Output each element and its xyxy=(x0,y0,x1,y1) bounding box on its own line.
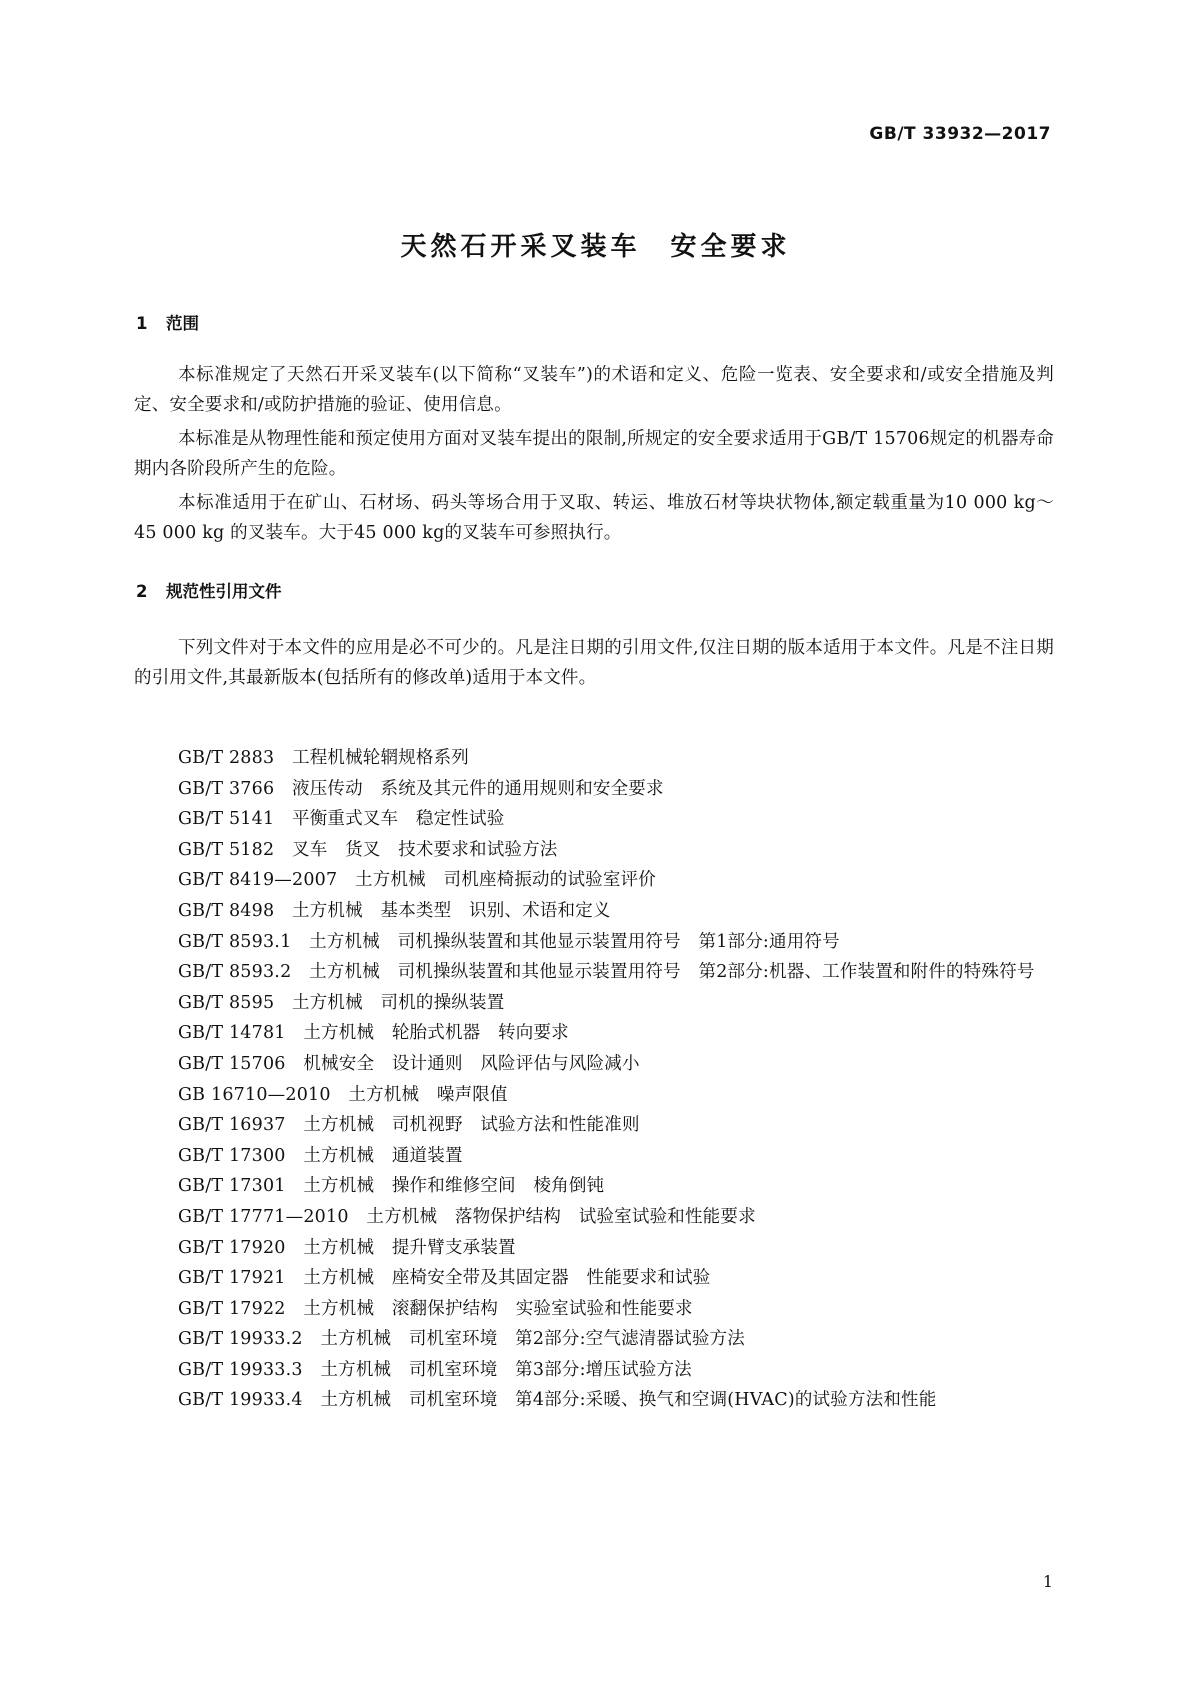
reference-item: GB/T 17921 土方机械 座椅安全带及其固定器 性能要求和试验 xyxy=(178,1268,711,1289)
reference-item: GB/T 5141 平衡重式叉车 稳定性试验 xyxy=(178,809,505,830)
reference-item: GB/T 16937 土方机械 司机视野 试验方法和性能准则 xyxy=(178,1115,640,1136)
reference-item: GB/T 14781 土方机械 轮胎式机器 转向要求 xyxy=(178,1023,569,1044)
reference-item: GB/T 8593.1 土方机械 司机操纵装置和其他显示装置用符号 第1部分:通用符号 xyxy=(178,931,840,952)
paragraph: 本标准规定了天然石开采叉装车(以下简称“叉装车”)的术语和定义、危险一览表、安全要求和/或安全措施及判定、安全要求和/或防护措施的验证、使用信息。 xyxy=(134,365,1054,415)
reference-item: GB/T 17300 土方机械 通道装置 xyxy=(178,1145,463,1166)
paragraph: 下列文件对于本文件的应用是必不可少的。凡是注日期的引用文件,仅注日期的版本适用于本文件。凡是不注日期的引用文件,其最新版本(包括所有的修改单)适用于本文件。 xyxy=(134,638,1054,688)
reference-item: GB/T 8593.2 土方机械 司机操纵装置和其他显示装置用符号 第2部分:机器、工作装置和附件的特殊符号 xyxy=(178,962,1035,983)
reference-item: GB/T 8595 土方机械 司机的操纵装置 xyxy=(178,992,505,1013)
section-title: 规范性引用文件 xyxy=(166,582,282,601)
reference-item: GB/T 19933.2 土方机械 司机室环境 第2部分:空气滤清器试验方法 xyxy=(178,1329,745,1350)
paragraph: 本标准适用于在矿山、石材场、码头等场合用于叉取、转运、堆放石材等块状物体,额定载重量为10 000 kg～45 000 kg 的叉装车。大于45 000 kg的叉装车可参照执行。 xyxy=(134,493,1054,543)
reference-item: GB/T 2883 工程机械轮辋规格系列 xyxy=(178,748,470,768)
section-heading-normative-references xyxy=(136,578,282,602)
reference-item: GB/T 19933.4 土方机械 司机室环境 第4部分:采暖、换气和空调(HVAC)的试验方法和性能 xyxy=(178,1390,937,1411)
section-number: 1 xyxy=(136,314,148,333)
paragraph: 本标准是从物理性能和预定使用方面对叉装车提出的限制,所规定的安全要求适用于GB/T 15706规定的机器寿命期内各阶段所产生的危险。 xyxy=(134,429,1054,479)
section-heading-scope xyxy=(136,310,199,334)
document-title: 天然石开采叉装车 安全要求 xyxy=(400,232,791,262)
reference-item: GB/T 17920 土方机械 提升臂支承装置 xyxy=(178,1237,516,1258)
section-number: 2 xyxy=(136,582,148,601)
standard-number: GB/T 33932—2017 xyxy=(869,124,1051,144)
reference-item: GB/T 5182 叉车 货叉 技术要求和试验方法 xyxy=(178,839,558,860)
reference-item: GB/T 17771—2010 土方机械 落物保护结构 试验室试验和性能要求 xyxy=(178,1206,756,1227)
reference-item: GB/T 8498 土方机械 基本类型 识别、术语和定义 xyxy=(178,900,611,921)
reference-item: GB/T 8419—2007 土方机械 司机座椅振动的试验室评价 xyxy=(178,870,656,891)
section-title: 范围 xyxy=(166,314,199,333)
reference-list xyxy=(134,743,1054,1416)
page-number: 1 xyxy=(1042,1572,1053,1591)
reference-item: GB/T 17922 土方机械 滚翻保护结构 实验室试验和性能要求 xyxy=(178,1298,693,1319)
reference-item: GB 16710—2010 土方机械 噪声限值 xyxy=(178,1084,508,1105)
reference-item: GB/T 3766 液压传动 系统及其元件的通用规则和安全要求 xyxy=(178,778,664,799)
reference-item: GB/T 19933.3 土方机械 司机室环境 第3部分:增压试验方法 xyxy=(178,1359,692,1380)
reference-item: GB/T 17301 土方机械 操作和维修空间 棱角倒钝 xyxy=(178,1176,605,1197)
reference-item: GB/T 15706 机械安全 设计通则 风险评估与风险减小 xyxy=(178,1053,640,1074)
